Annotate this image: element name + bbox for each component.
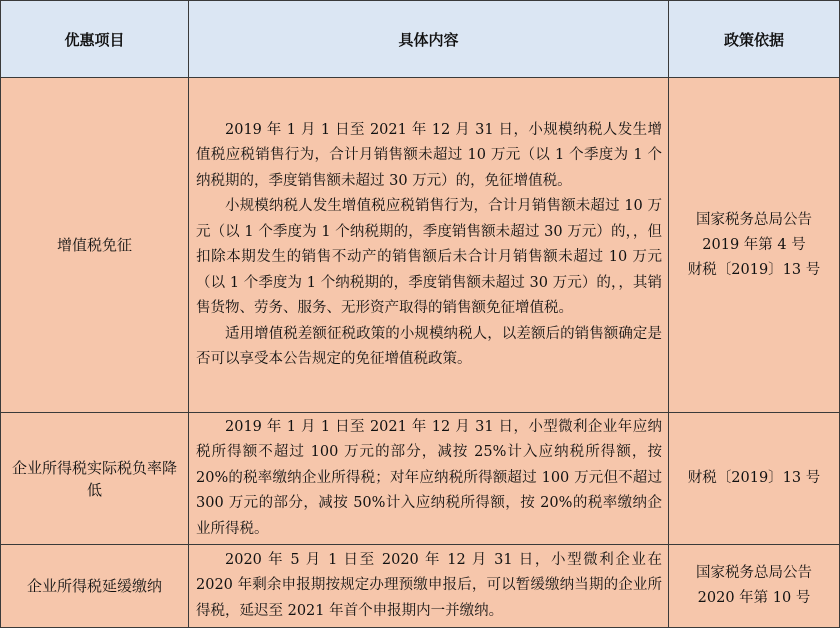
content-paragraph: 2019 年 1 月 1 日至 2021 年 12 月 31 日，小规模纳税人发生增值税应税销售行为，合计月销售额未超过 10 万元（以 1 个季度为 1 个纳税期的，季度销售额未超过 30 万元）的，免征增值税。	[196, 121, 662, 189]
basis-line: 财税〔2019〕13 号	[687, 470, 821, 486]
header-item: 优惠项目	[1, 1, 189, 78]
basis-line: 国家税务总局公告	[696, 565, 812, 581]
basis-cell	[669, 545, 840, 628]
header-row	[1, 1, 840, 78]
basis-cell	[669, 78, 840, 413]
item-cell: 增值税免征	[1, 78, 189, 413]
content-paragraph: 小规模纳税人发生增值税应税销售行为，合计月销售额未超过 10 万元（以 1 个季度为 1 个纳税期的，季度销售额未超过 30 万元）的，，但扣除本期发生的销售不动产的销售额后未合计月销售额未超过 10 万元（以 1 个季度为 1 个纳税期的，季度销售额未超过 30 万元）的，，其销售货物、劳务、服务、无形资产取得的销售额免征增值税。	[196, 198, 662, 316]
item-cell: 企业所得税实际税负率降低	[1, 413, 189, 545]
basis-line: 财税〔2019〕13 号	[687, 261, 821, 278]
basis-line: 2019 年第 4 号	[702, 236, 806, 253]
basis-cell	[669, 413, 840, 545]
header-content: 具体内容	[189, 1, 669, 78]
content-cell	[189, 413, 669, 545]
content-paragraph: 2020 年 5 月 1 日至 2020 年 12 月 31 日，小型微利企业在 2020 年剩余申报期按规定办理预缴申报后，可以暂缓缴纳当期的企业所得税，延迟至 2021 年首个申报期内一并缴纳。	[196, 551, 662, 619]
content-paragraph: 2019 年 1 月 1 日至 2021 年 12 月 31 日，小型微利企业年应纳税所得额不超过 100 万元的部分，减按 25%计入应纳税所得额，按 20%的税率缴纳企业所得税；对年应纳税所得额超过 100 万元但不超过 300 万元的部分，减按 50%计入应纳税所得额，按 20%的税率缴纳企业所得税。	[196, 418, 662, 537]
content-cell	[189, 78, 669, 413]
item-cell: 企业所得税延缓缴纳	[1, 545, 189, 628]
table-row	[1, 545, 840, 628]
header-basis: 政策依据	[669, 1, 840, 78]
content-cell	[189, 545, 669, 628]
basis-line: 2020 年第 10 号	[697, 590, 811, 606]
table-row	[1, 413, 840, 545]
basis-line: 国家税务总局公告	[696, 211, 812, 228]
content-paragraph: 适用增值税差额征税政策的小规模纳税人，以差额后的销售额确定是否可以享受本公告规定的免征增值税政策。	[196, 325, 662, 367]
table-row	[1, 78, 840, 413]
